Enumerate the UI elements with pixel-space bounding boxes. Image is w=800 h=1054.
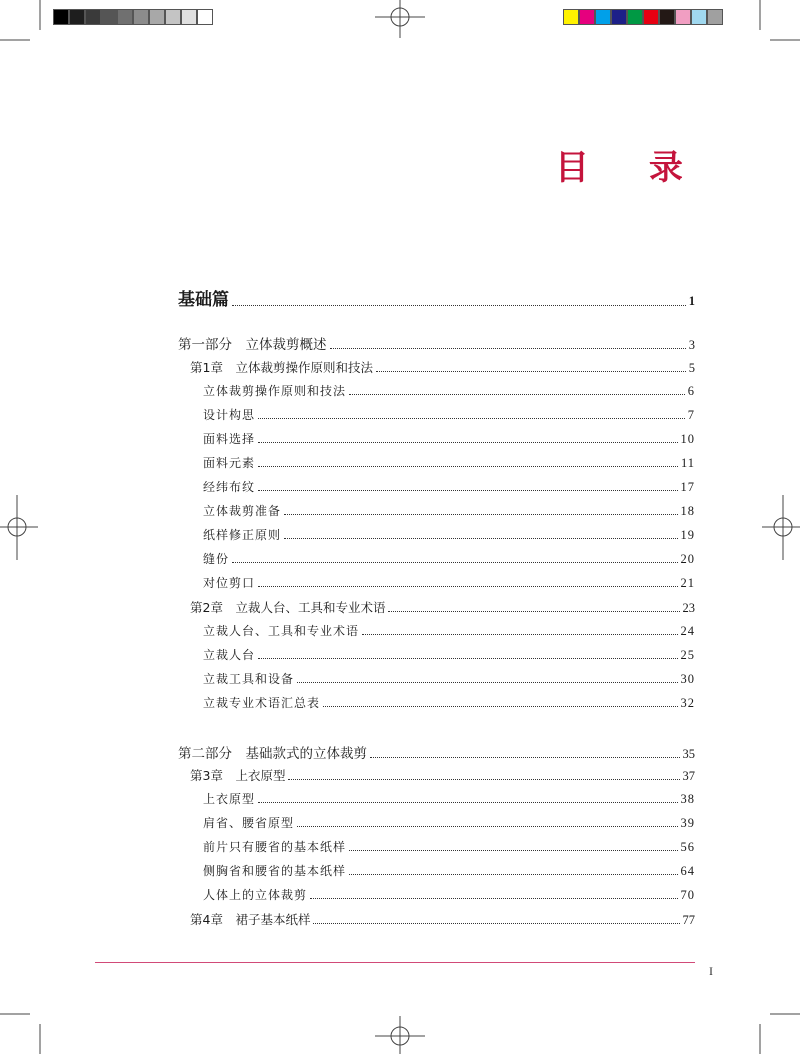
process-swatch bbox=[691, 9, 707, 25]
toc-entry-title: 立体裁剪准备 bbox=[203, 504, 282, 518]
toc-entry[interactable] bbox=[178, 742, 695, 762]
dot-leader bbox=[288, 778, 679, 780]
toc-entry-title: 立裁人台 bbox=[203, 648, 256, 662]
toc-entry[interactable] bbox=[190, 358, 695, 376]
toc-entry[interactable] bbox=[203, 454, 695, 471]
toc-entry-title: 肩省、腰省原型 bbox=[203, 816, 295, 830]
toc-entry[interactable] bbox=[203, 574, 695, 591]
toc-entry-title: 第1章 立体裁剪操作原则和技法 bbox=[190, 360, 373, 375]
toc-entry-title: 第二部分 基础款式的立体裁剪 bbox=[178, 746, 367, 762]
dot-leader bbox=[362, 633, 677, 635]
toc-entry[interactable] bbox=[178, 285, 695, 310]
gray-swatch bbox=[117, 9, 133, 25]
gray-swatch bbox=[165, 9, 181, 25]
process-swatch bbox=[579, 9, 595, 25]
toc-entry-title: 第4章 裙子基本纸样 bbox=[190, 912, 311, 927]
process-swatch bbox=[563, 9, 579, 25]
dot-leader bbox=[323, 705, 677, 707]
toc-entry[interactable] bbox=[203, 646, 695, 663]
toc-entry[interactable] bbox=[203, 550, 695, 567]
page-title: 目 录 bbox=[555, 148, 707, 188]
toc-entry-page: 30 bbox=[680, 672, 695, 686]
dot-leader bbox=[349, 873, 677, 875]
toc-entry-page: 18 bbox=[680, 504, 695, 518]
page-number: I bbox=[709, 964, 713, 978]
toc-entry[interactable] bbox=[178, 333, 695, 353]
dot-leader bbox=[349, 849, 677, 851]
toc-entry-page: 70 bbox=[680, 888, 695, 902]
gray-swatch bbox=[181, 9, 197, 25]
dot-leader bbox=[310, 897, 677, 899]
toc-entry[interactable] bbox=[203, 430, 695, 447]
dot-leader bbox=[388, 610, 679, 612]
dot-leader bbox=[284, 513, 677, 515]
process-color-bar bbox=[563, 9, 723, 25]
process-swatch bbox=[675, 9, 691, 25]
toc-entry-title: 设计构思 bbox=[203, 408, 256, 422]
toc-entry[interactable] bbox=[203, 406, 695, 423]
dot-leader bbox=[297, 681, 677, 683]
toc-entry-title: 人体上的立体裁剪 bbox=[203, 888, 308, 902]
process-swatch bbox=[627, 9, 643, 25]
toc-entry-page: 20 bbox=[680, 552, 695, 566]
toc-entry-page: 39 bbox=[680, 816, 695, 830]
toc-entry-title: 立体裁剪操作原则和技法 bbox=[203, 384, 347, 398]
process-swatch bbox=[595, 9, 611, 25]
gray-swatch bbox=[69, 9, 85, 25]
dot-leader bbox=[258, 441, 677, 443]
toc-entry-title: 纸样修正原则 bbox=[203, 528, 282, 542]
toc-entry-title: 上衣原型 bbox=[203, 792, 256, 806]
toc-entry-page: 7 bbox=[687, 408, 695, 422]
toc-entry-page: 17 bbox=[680, 480, 695, 494]
toc-entry[interactable] bbox=[203, 478, 695, 495]
process-swatch bbox=[643, 9, 659, 25]
toc-entry[interactable] bbox=[203, 790, 695, 807]
toc-entry-title: 侧胸省和腰省的基本纸样 bbox=[203, 864, 347, 878]
toc-entry-title: 立裁工具和设备 bbox=[203, 672, 295, 686]
toc-entry-page: 19 bbox=[680, 528, 695, 542]
toc-entry-page: 64 bbox=[680, 864, 695, 878]
process-swatch bbox=[707, 9, 723, 25]
toc-entry-page: 37 bbox=[682, 769, 695, 783]
toc-entry[interactable] bbox=[203, 838, 695, 855]
dot-leader bbox=[258, 585, 677, 587]
toc-entry-title: 第一部分 立体裁剪概述 bbox=[178, 337, 327, 353]
toc-entry-page: 6 bbox=[687, 384, 695, 398]
toc-entry-title: 面料元素 bbox=[203, 456, 256, 470]
toc-entry-page: 5 bbox=[688, 361, 695, 375]
process-swatch bbox=[611, 9, 627, 25]
toc-entry-page: 38 bbox=[680, 792, 695, 806]
toc-entry[interactable] bbox=[203, 862, 695, 879]
toc-entry[interactable] bbox=[190, 598, 695, 616]
dot-leader bbox=[258, 489, 677, 491]
toc-entry[interactable] bbox=[203, 622, 695, 639]
toc-entry[interactable] bbox=[203, 526, 695, 543]
toc-entry-title: 对位剪口 bbox=[203, 576, 256, 590]
toc-entry-page: 10 bbox=[680, 432, 695, 446]
footer-rule bbox=[95, 962, 695, 963]
toc-entry-page: 77 bbox=[682, 913, 695, 927]
toc-entry-title: 第3章 上衣原型 bbox=[190, 768, 286, 783]
toc-entry[interactable] bbox=[203, 382, 695, 399]
process-swatch bbox=[659, 9, 675, 25]
dot-leader bbox=[258, 657, 677, 659]
toc-entry-page: 56 bbox=[680, 840, 695, 854]
toc-entry-title: 立裁专业术语汇总表 bbox=[203, 696, 321, 710]
dot-leader bbox=[330, 347, 686, 349]
dot-leader bbox=[232, 304, 686, 306]
toc-entry[interactable] bbox=[203, 502, 695, 519]
toc-entry-title: 前片只有腰省的基本纸样 bbox=[203, 840, 347, 854]
toc-entry-title: 缝份 bbox=[203, 552, 230, 566]
toc-entry[interactable] bbox=[203, 814, 695, 831]
toc-entry-page: 11 bbox=[680, 456, 695, 470]
toc-entry-page: 32 bbox=[680, 696, 695, 710]
toc-entry[interactable] bbox=[203, 694, 695, 711]
toc-entry-page: 23 bbox=[682, 601, 695, 615]
gray-swatch bbox=[101, 9, 117, 25]
dot-leader bbox=[258, 801, 677, 803]
dot-leader bbox=[297, 825, 677, 827]
toc-entry-title: 基础篇 bbox=[178, 290, 229, 310]
toc-entry[interactable] bbox=[190, 910, 695, 928]
dot-leader bbox=[370, 756, 680, 758]
toc-entry-title: 第2章 立裁人台、工具和专业术语 bbox=[190, 600, 386, 615]
toc-entry-page: 25 bbox=[680, 648, 695, 662]
toc-entry[interactable] bbox=[203, 670, 695, 687]
toc-entry-page: 21 bbox=[680, 576, 695, 590]
toc-entry-page: 24 bbox=[680, 624, 695, 638]
dot-leader bbox=[284, 537, 677, 539]
gray-swatch bbox=[53, 9, 69, 25]
toc-entry-title: 面料选择 bbox=[203, 432, 256, 446]
gray-swatch bbox=[133, 9, 149, 25]
dot-leader bbox=[258, 465, 678, 467]
dot-leader bbox=[349, 393, 685, 395]
toc-entry-page: 1 bbox=[688, 294, 695, 308]
gray-swatch bbox=[85, 9, 101, 25]
toc-entry-page: 3 bbox=[688, 338, 695, 352]
dot-leader bbox=[258, 417, 685, 419]
dot-leader bbox=[232, 561, 677, 563]
toc-entry-page: 35 bbox=[682, 747, 695, 761]
toc-entry-title: 立裁人台、工具和专业术语 bbox=[203, 624, 360, 638]
toc-entry[interactable] bbox=[203, 886, 695, 903]
toc-entry-title: 经纬布纹 bbox=[203, 480, 256, 494]
gray-color-bar bbox=[53, 9, 213, 25]
gray-swatch bbox=[149, 9, 165, 25]
toc-entry[interactable] bbox=[190, 766, 695, 784]
dot-leader bbox=[376, 370, 686, 372]
dot-leader bbox=[313, 922, 679, 924]
gray-swatch bbox=[197, 9, 213, 25]
